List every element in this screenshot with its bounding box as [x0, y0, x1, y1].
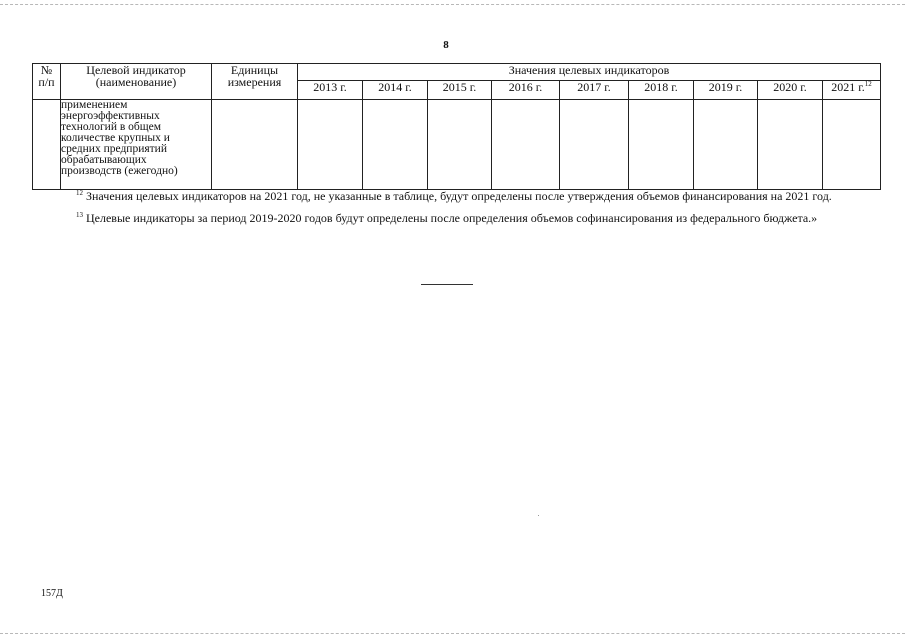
year-header-2021 — [823, 81, 881, 100]
footnote-12 — [40, 189, 858, 203]
row-value-2021 — [823, 100, 881, 190]
indicator-name-line: производств (ежегодно) — [61, 165, 178, 177]
footnotes — [40, 189, 858, 233]
year-header-2017: 2017 г. — [560, 81, 629, 100]
indicator-name-line: энергоэффективных — [61, 110, 160, 122]
year-header-2015: 2015 г. — [428, 81, 492, 100]
row-value-2013 — [298, 100, 363, 190]
footnote-ref-12: 12 — [864, 80, 872, 88]
header-units-line1: Единицы — [230, 63, 279, 77]
year-header-2021-label: 2021 г. — [831, 80, 865, 94]
indicator-name-line: количестве крупных и — [61, 132, 170, 144]
footnote-mark: 12 — [76, 189, 83, 197]
document-code: 157Д — [41, 588, 63, 599]
header-units — [212, 64, 298, 100]
row-value-2016 — [492, 100, 560, 190]
indicator-name-line: средних предприятий — [61, 143, 167, 155]
section-separator-line — [421, 284, 473, 285]
row-number-cell — [33, 100, 61, 190]
indicators-table — [32, 63, 881, 190]
footnote-13 — [40, 211, 858, 225]
footnote-text: Значения целевых индикаторов на 2021 год, не указанные в таблице, будут определены после утверждения объемов финансирования на 2021 год. — [86, 189, 832, 203]
year-header-2019: 2019 г. — [694, 81, 758, 100]
row-indicator-name — [61, 100, 212, 190]
year-header-2013: 2013 г. — [298, 81, 363, 100]
year-header-2020: 2020 г. — [758, 81, 823, 100]
row-units-cell — [212, 100, 298, 190]
row-value-2014 — [363, 100, 428, 190]
scan-bottom-edge — [0, 633, 905, 634]
row-value-2018 — [629, 100, 694, 190]
row-value-2015 — [428, 100, 492, 190]
row-value-2017 — [560, 100, 629, 190]
header-indicator-line2: (наименование) — [95, 75, 177, 89]
row-value-2019 — [694, 100, 758, 190]
table-row — [33, 100, 881, 190]
footnote-text: Целевые индикаторы за период 2019-2020 годов будут определены после определения объемов софинансирования из федерального бюджета.» — [86, 211, 818, 225]
indicator-name-line: применением — [61, 99, 128, 111]
header-number — [33, 64, 61, 100]
row-value-2020 — [758, 100, 823, 190]
footnote-mark: 13 — [76, 211, 83, 219]
header-number-line2: п/п — [38, 75, 55, 89]
scan-speck — [538, 515, 539, 516]
header-number-line1: № — [40, 63, 53, 77]
header-indicator — [61, 64, 212, 100]
year-header-2014: 2014 г. — [363, 81, 428, 100]
page-number: 8 — [443, 39, 449, 51]
year-header-2016: 2016 г. — [492, 81, 560, 100]
year-header-2018: 2018 г. — [629, 81, 694, 100]
header-indicator-line1: Целевой индикатор — [86, 63, 186, 77]
indicator-name-line: обрабатывающих — [61, 154, 147, 166]
scan-top-edge — [0, 4, 905, 5]
indicator-name-line: технологий в общем — [61, 121, 162, 133]
header-units-line2: измерения — [227, 75, 282, 89]
header-values-group: Значения целевых индикаторов — [298, 64, 881, 81]
